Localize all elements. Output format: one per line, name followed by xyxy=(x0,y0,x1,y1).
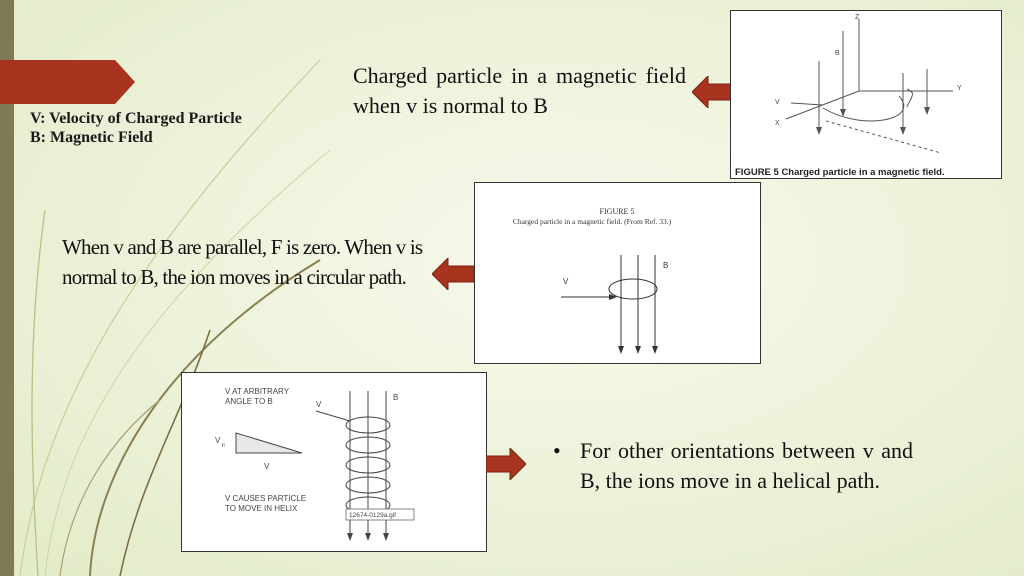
fig1-label-b: B xyxy=(835,50,840,57)
fig2-label-v: V xyxy=(563,277,569,286)
caption-helical-text: For other orientations between v and B, the ions move in a helical path. xyxy=(580,438,913,493)
figure3-diagram xyxy=(182,373,486,551)
figure-charged-particle-3d xyxy=(730,10,1002,179)
fig1-label-v: V xyxy=(775,99,780,106)
fig3-label-angle-2: ANGLE TO B xyxy=(225,397,273,406)
figure-circular-path xyxy=(474,182,761,364)
arrow-right-icon xyxy=(486,448,526,480)
fig1-label-y: Y xyxy=(957,85,962,92)
caption-normal-field: Charged particle in a magnetic field when v is normal to B xyxy=(353,63,686,118)
fig2-label-b: B xyxy=(663,261,669,270)
figure1-diagram xyxy=(731,11,1001,178)
caption-helical-bullet xyxy=(553,436,913,496)
fig3-label-v: V xyxy=(316,400,322,409)
bullet-icon: • xyxy=(553,438,561,463)
fig1-label-z: Z xyxy=(855,14,860,21)
legend-field: B: Magnetic Field xyxy=(30,129,153,146)
arrow-left-icon xyxy=(432,258,474,290)
fig3-label-b: B xyxy=(393,393,399,402)
caption-parallel-normal: When v and B are parallel, F is zero. When v is normal to B, the ion moves in a circular path. xyxy=(62,235,423,289)
fig3-label-perp-2: TO MOVE IN HELIX xyxy=(225,504,298,513)
variable-legend xyxy=(30,109,242,147)
fig3-label-v-parallel-sub: II xyxy=(222,443,225,449)
legend-velocity: V: Velocity of Charged Particle xyxy=(30,110,242,127)
fig2-title: FIGURE 5 xyxy=(599,207,635,216)
figure-helical-path xyxy=(181,372,487,552)
fig2-subtitle: Charged particle in a magnetic field. (From Ref. 33.) xyxy=(512,217,672,226)
fig3-file-tag: 12674-0129a.gif xyxy=(349,512,396,519)
title-banner-arrow xyxy=(0,60,135,104)
fig1-label-x: X xyxy=(775,120,780,127)
fig3-label-v-perp: V xyxy=(264,462,270,471)
arrow-left-icon xyxy=(692,76,732,108)
fig3-label-v-parallel: V xyxy=(215,436,221,445)
figure2-diagram xyxy=(475,183,760,363)
fig3-label-angle-1: V AT ARBITRARY xyxy=(225,387,290,396)
fig1-caption: FIGURE 5 Charged particle in a magnetic field. xyxy=(735,167,945,178)
fig3-label-perp-1: V CAUSES PARTICLE xyxy=(225,494,307,503)
